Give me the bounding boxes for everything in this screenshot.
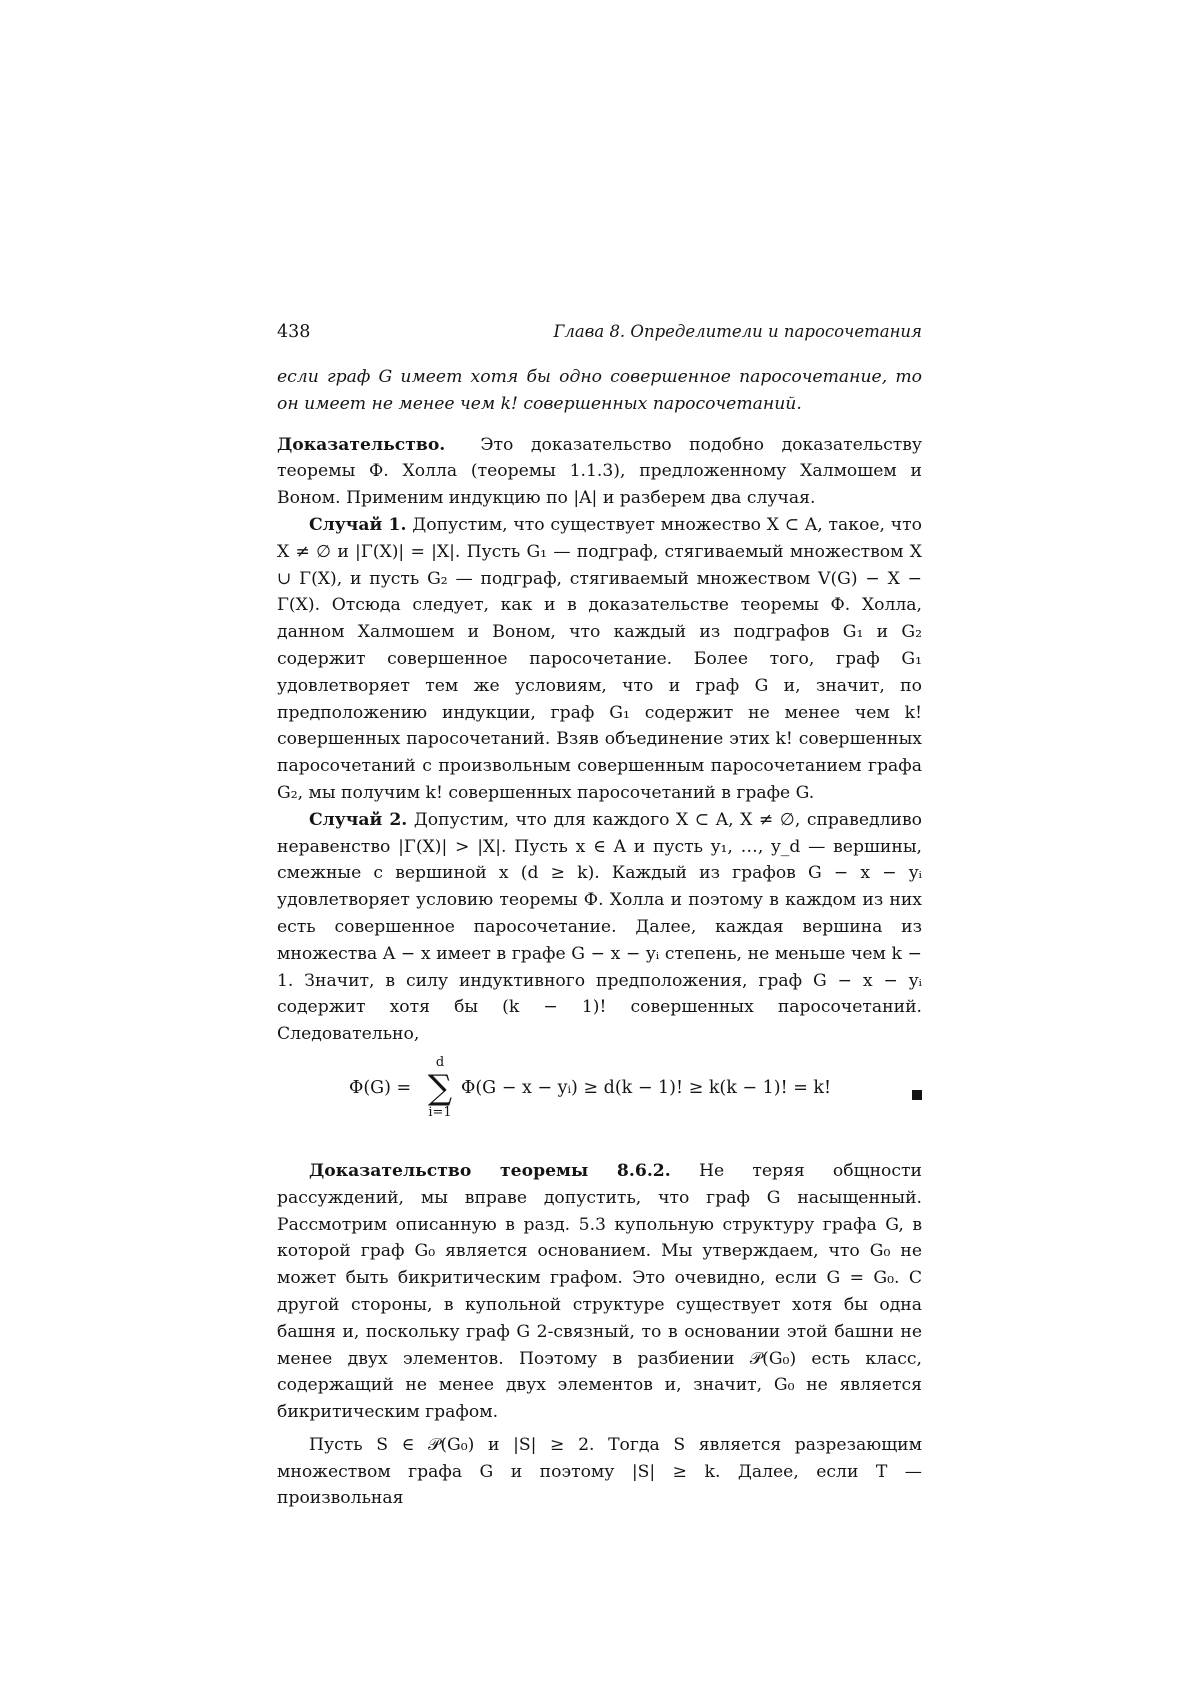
display-formula	[277, 1056, 922, 1144]
case-1-paragraph	[277, 512, 922, 807]
chapter-title: Глава 8. Определители и паросочетания	[553, 322, 922, 341]
proof-label: Доказательство.	[277, 434, 446, 455]
theorem-proof-paragraph	[277, 1158, 922, 1426]
proof-paragraph	[277, 432, 922, 512]
theorem-proof-label: Доказательство теоремы 8.6.2.	[309, 1160, 671, 1181]
formula-lhs: Φ(G) =	[349, 1077, 412, 1098]
sum-lower-limit: i=1	[428, 1104, 452, 1120]
last-paragraph: Пусть S ∈ 𝒫(G₀) и |S| ≥ 2. Тогда S является разрезающим множеством графа G и поэтому |S| ≥ k. Далее, если T — произвольная	[277, 1434, 922, 1509]
case-2-text: Допустим, что для каждого X ⊂ A, X ≠ ∅, справедливо неравенство |Γ(X)| > |X|. Пусть x ∈ A и пусть y₁, …, y_d — вершины, смежные с вершиной x (d ≥ k). Каждый из графов G − x − yᵢ удовлетворяет условию теоремы Ф. Холла и поэтому в каждом из них есть совершенное паросочетание. Далее, каждая вершина из множества A − x имеет в графе G − x − yᵢ степень, не меньше чем k − 1. Значит, в силу индуктивного предположения, граф G − x − yᵢ содержит хотя бы (k − 1)! совершенных паросочетаний. Следовательно,	[277, 809, 922, 1045]
case-2-label: Случай 2.	[309, 809, 408, 830]
proof-text: Это доказательство подобно доказательству теоремы Ф. Холла (теоремы 1.1.3), предложенному Халмошем и Воном. Применим индукцию по |A| и разберем два случая.	[277, 434, 923, 509]
sum-symbol: ∑	[427, 1067, 453, 1108]
sum-upper-limit: d	[435, 1054, 445, 1070]
case-1-label: Случай 1.	[309, 514, 407, 535]
running-head	[277, 322, 922, 342]
qed-square-icon	[912, 1090, 922, 1100]
case-2-paragraph	[277, 807, 922, 1048]
theorem-statement-tail: если граф G имеет хотя бы одно совершенное паросочетание, то он имеет не менее чем k! совершенных паросочетаний.	[277, 367, 922, 414]
page-body	[277, 322, 922, 1512]
page-number: 438	[277, 322, 311, 342]
formula-rhs: Φ(G − x − yᵢ) ≥ d(k − 1)! ≥ k(k − 1)! = k!	[461, 1077, 832, 1098]
summation-operator	[425, 1056, 455, 1120]
case-1-text: Допустим, что существует множество X ⊂ A, такое, что X ≠ ∅ и |Γ(X)| = |X|. Пусть G₁ — подграф, стягиваемый множеством X ∪ Γ(X), и пусть G₂ — подграф, стягиваемый множеством V(G) − X − Γ(X). Отсюда следует, как и в доказательстве теоремы Ф. Холла, данном Халмошем и Воном, что каждый из подграфов G₁ и G₂ содержит совершенное паросочетание. Более того, граф G₁ удовлетворяет тем же условиям, что и граф G и, значит, по предположению индукции, граф G₁ содержит не менее чем k! совершенных паросочетаний. Взяв объединение этих k! совершенных паросочетаний с произвольным совершенным паросочетанием графа G₂, мы получим k! совершенных паросочетаний в графе G.	[277, 514, 922, 803]
theorem-proof-text: Не теряя общности рассуждений, мы вправе допустить, что граф G насыщенный. Рассмотрим описанную в разд. 5.3 купольную структуру графа G, в которой граф G₀ является основанием. Мы утверждаем, что G₀ не может быть бикритическим графом. Это очевидно, если G = G₀. С другой стороны, в купольной структуре существует хотя бы одна башня и, поскольку граф G 2-связный, то в основании этой башни не менее двух элементов. Поэтому в разбиении 𝒫(G₀) есть класс, содержащий не менее двух элементов и, значит, G₀ не является бикритическим графом.	[277, 1160, 922, 1423]
